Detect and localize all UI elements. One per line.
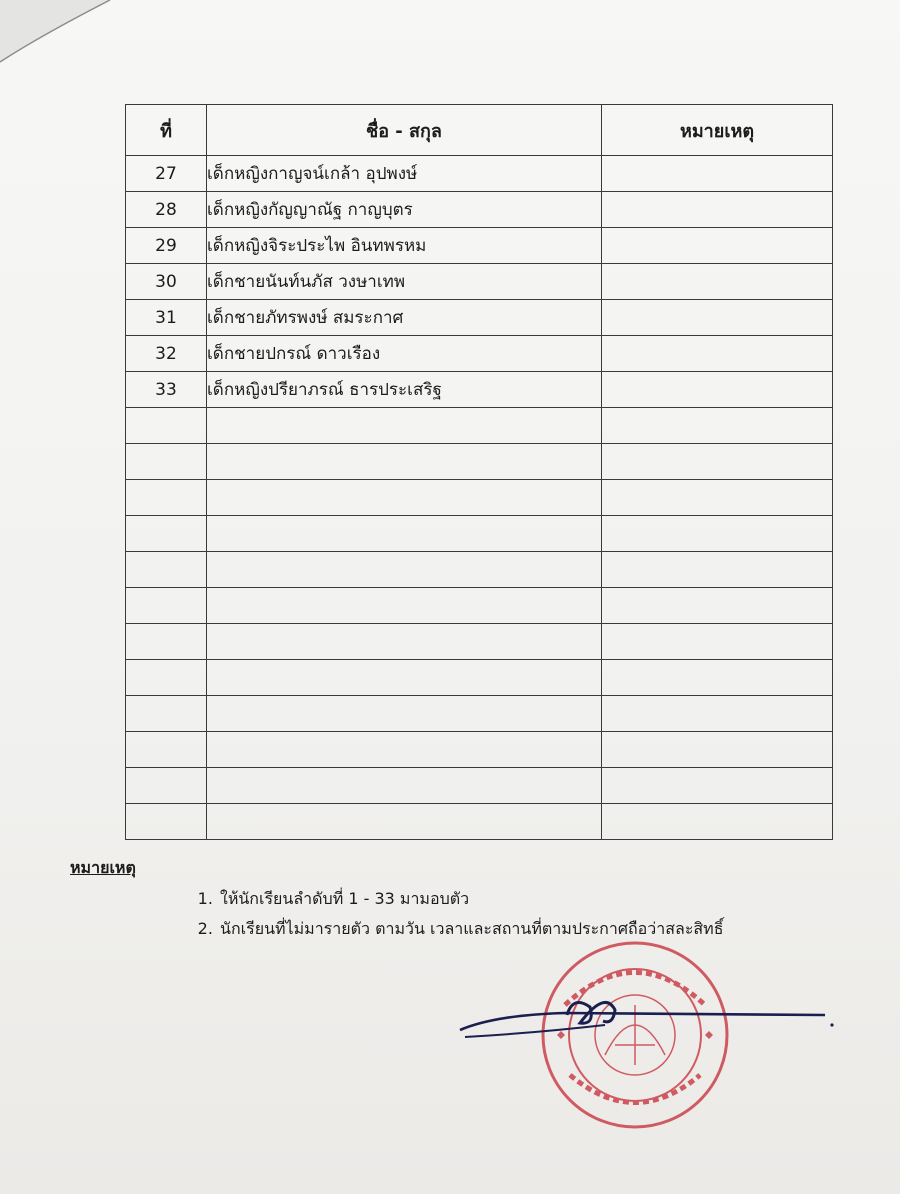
table-row-empty [126, 408, 833, 444]
table-row [126, 300, 833, 336]
row-student-name [207, 444, 602, 480]
row-student-name [207, 732, 602, 768]
row-remark [602, 264, 833, 300]
row-remark [602, 588, 833, 624]
row-remark [602, 696, 833, 732]
table-row-empty [126, 696, 833, 732]
row-number: 30 [126, 264, 207, 300]
table-row-empty [126, 444, 833, 480]
row-remark [602, 408, 833, 444]
row-remark [602, 372, 833, 408]
row-number [126, 624, 207, 660]
row-student-name [207, 516, 602, 552]
row-number: 32 [126, 336, 207, 372]
table-row [126, 372, 833, 408]
note-item: 1. ให้นักเรียนลำดับที่ 1 - 33 มามอบตัว [218, 884, 868, 914]
table-row-empty [126, 516, 833, 552]
row-remark [602, 228, 833, 264]
header-number: ที่ [126, 105, 207, 156]
row-number [126, 768, 207, 804]
row-student-name: เด็กหญิงกาญจน์เกล้า อุปพงษ์ [207, 156, 602, 192]
table-body [126, 156, 833, 840]
row-remark [602, 336, 833, 372]
table-row-empty [126, 732, 833, 768]
row-student-name [207, 408, 602, 444]
row-student-name [207, 804, 602, 840]
row-student-name: เด็กหญิงจิระประไพ อินทพรหม [207, 228, 602, 264]
row-student-name [207, 552, 602, 588]
row-number: 31 [126, 300, 207, 336]
row-number [126, 480, 207, 516]
row-remark [602, 480, 833, 516]
table-row-empty [126, 624, 833, 660]
row-number: 29 [126, 228, 207, 264]
row-student-name [207, 696, 602, 732]
row-remark [602, 516, 833, 552]
table-row-empty [126, 588, 833, 624]
header-remark: หมายเหตุ [602, 105, 833, 156]
row-student-name: เด็กชายนันท์นภัส วงษาเทพ [207, 264, 602, 300]
row-number [126, 660, 207, 696]
row-number [126, 732, 207, 768]
notes-list [190, 884, 868, 944]
table-header-row [126, 105, 833, 156]
row-student-name [207, 480, 602, 516]
page-corner-fold [0, 0, 115, 70]
row-student-name [207, 768, 602, 804]
row-number: 27 [126, 156, 207, 192]
row-student-name: เด็กหญิงกัญญาณัฐ กาญบุตร [207, 192, 602, 228]
notes-heading: หมายเหตุ [70, 858, 136, 877]
row-remark [602, 300, 833, 336]
row-remark [602, 192, 833, 228]
row-student-name: เด็กชายภัทรพงษ์ สมระกาศ [207, 300, 602, 336]
row-remark [602, 732, 833, 768]
row-number: 33 [126, 372, 207, 408]
row-remark [602, 444, 833, 480]
table-row-empty [126, 480, 833, 516]
row-number: 28 [126, 192, 207, 228]
row-remark [602, 768, 833, 804]
row-student-name [207, 624, 602, 660]
header-name: ชื่อ - สกุล [207, 105, 602, 156]
row-remark [602, 804, 833, 840]
table-row-empty [126, 660, 833, 696]
row-number [126, 408, 207, 444]
row-remark [602, 660, 833, 696]
row-remark [602, 624, 833, 660]
table-row [126, 192, 833, 228]
signature [455, 985, 840, 1055]
row-student-name: เด็กหญิงปรียาภรณ์ ธารประเสริฐ [207, 372, 602, 408]
table-row-empty [126, 552, 833, 588]
table-row [126, 336, 833, 372]
row-number [126, 516, 207, 552]
table-row [126, 228, 833, 264]
student-roster-table [125, 104, 833, 840]
row-student-name [207, 588, 602, 624]
row-number [126, 696, 207, 732]
note-item: 2. นักเรียนที่ไม่มารายตัว ตามวัน เวลาและสถานที่ตามประกาศถือว่าสละสิทธิ์ [218, 914, 868, 944]
row-number [126, 552, 207, 588]
row-number [126, 804, 207, 840]
row-student-name: เด็กชายปกรณ์ ดาวเรือง [207, 336, 602, 372]
table-row-empty [126, 768, 833, 804]
row-student-name [207, 660, 602, 696]
table-row [126, 264, 833, 300]
row-number [126, 444, 207, 480]
row-remark [602, 552, 833, 588]
row-remark [602, 156, 833, 192]
table-row-empty [126, 804, 833, 840]
table-row [126, 156, 833, 192]
row-number [126, 588, 207, 624]
